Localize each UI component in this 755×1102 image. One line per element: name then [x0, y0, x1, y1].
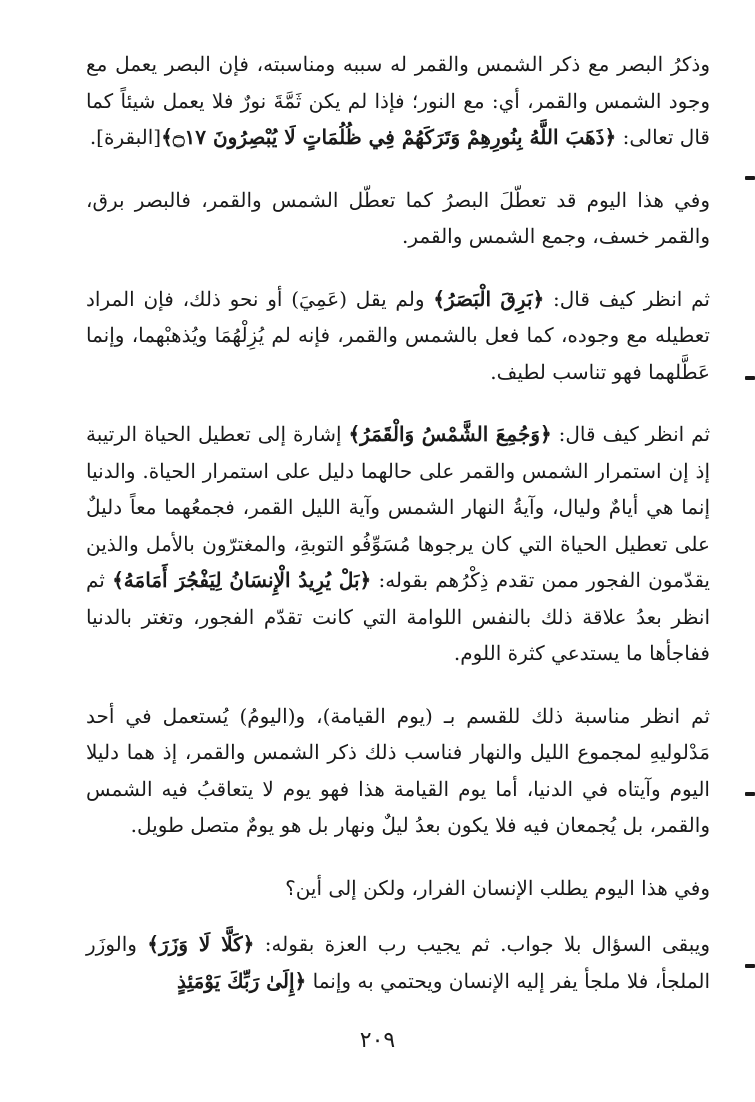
paragraph-3-lead: ثم انظر كيف قال:: [544, 286, 710, 311]
quran-verse-5: ﴿كَلَّا لَا وَزَرَ﴾: [147, 932, 255, 956]
margin-mark: [745, 792, 755, 796]
paragraph-1-tail: [البقرة].: [89, 125, 162, 149]
paragraph-2-text: وفي هذا اليوم قد تعطّلَ البصرُ كما تعطّل الشمس والقمر، فالبصر برق، والقمر خسف، وجمع الشمس والقمر.: [86, 187, 710, 248]
paragraph-1-lead: وذكرُ البصر مع ذكر الشمس والقمر له سببه ومناسبته، فإن البصر يعمل مع وجود الشمس والقمر، أي: مع النور؛ فإذا لم يكن ثَمَّةَ نورٌ فلا يعمل شيئاً كما قال تعالى:: [86, 52, 710, 149]
margin-mark: [745, 376, 755, 380]
margin-mark: [745, 176, 755, 180]
margin-mark: [745, 964, 755, 968]
paragraph-4-mid: إشارة إلى تعطيل الحياة الرتيبة إذ إن استمرار الشمس والقمر على حالهما دليل على استمرار الحياة. والدنيا إنما هي أيامٌ وليال، وآيةُ النهار الشمس وآية الليل القمر، فجمعُهما معاً دليلٌ على تعطيل الحياة التي كان يرجوها مُسَوِّفُو التوبةِ، والمغترّون بالأمل والذين يقدّمون الفجور ممن تقدم ذِكْرُهم بقوله:: [86, 422, 711, 592]
quran-verse-6: ﴿إِلَىٰ رَبِّكَ يَوْمَئِذٍ: [177, 968, 307, 993]
paragraph-4: [86, 416, 710, 672]
page-body: [86, 46, 710, 1056]
paragraph-7-lead: ويبقى السؤال بلا جواب. ثم يجيب رب العزة بقوله:: [254, 932, 710, 956]
paragraph-6-text: وفي هذا اليوم يطلب الإنسان الفرار، ولكن إلى أين؟: [285, 875, 710, 900]
page-number: ٢٠٩: [359, 1028, 396, 1053]
paragraph-5-text: ثم انظر مناسبة ذلك للقسم بـ (يوم القيامة)، و(اليومُ) يُستعمل في أحد مَدْلوليهِ لمجموع الليل والنهار فناسب ذلك ذكر الشمس والقمر، إذ هما دليلا اليوم وآيتاه في الدنيا، أما يوم القيامة هذا فهو يوم لا يتعاقبُ فيه الشمس والقمر، بل يُجمعان فيه فلا يكون بعدُ ليلٌ ونهار بل هو يومٌ متصل طويل.: [86, 703, 710, 837]
paragraph-3: [86, 281, 710, 391]
paragraph-3-tail: ولم يقل (عَمِيَ) أو نحو ذلك، فإن المراد تعطيله مع وجوده، كما فعل بالشمس والقمر، فإنه لم يُزِلْهُمَا ويُذهبْهما، وإنما عَطَّلهما فهو تناسب لطيف.: [86, 286, 710, 384]
quran-verse-1: ﴿ذَهَبَ اللَّهُ بِنُورِهِمْ وَتَرَكَهُمْ فِي ظُلُمَاتٍ لَا يُبْصِرُونَ ۝١٧﴾: [161, 125, 617, 149]
paragraph-6: [86, 870, 710, 907]
quran-verse-4: ﴿بَلْ يُرِيدُ الْإِنسَانُ لِيَفْجُرَ أَمَامَهُ﴾: [112, 568, 372, 592]
quran-verse-2: ﴿بَرِقَ الْبَصَرُ﴾: [433, 286, 545, 311]
paragraph-5: [86, 698, 710, 844]
paragraph-4-tail: ثم انظر بعدُ علاقة ذلك بالنفس اللوامة التي كانت تقدّم الفجور، وتغتر بالدنيا ففاجأها ما يستدعي كثرة اللوم.: [86, 568, 711, 665]
paragraph-4-lead: ثم انظر كيف قال:: [551, 422, 711, 446]
paragraph-2: [86, 182, 710, 255]
paragraph-7-mid: والوزَر الملجأ، فلا ملجأ يفر إليه الإنسان ويحتمي به وإنما: [86, 932, 710, 993]
quran-verse-3: ﴿وَجُمِعَ الشَّمْسُ وَالْقَمَرُ﴾: [348, 422, 552, 446]
paragraph-1: [86, 46, 710, 156]
paragraph-7: [86, 926, 710, 999]
